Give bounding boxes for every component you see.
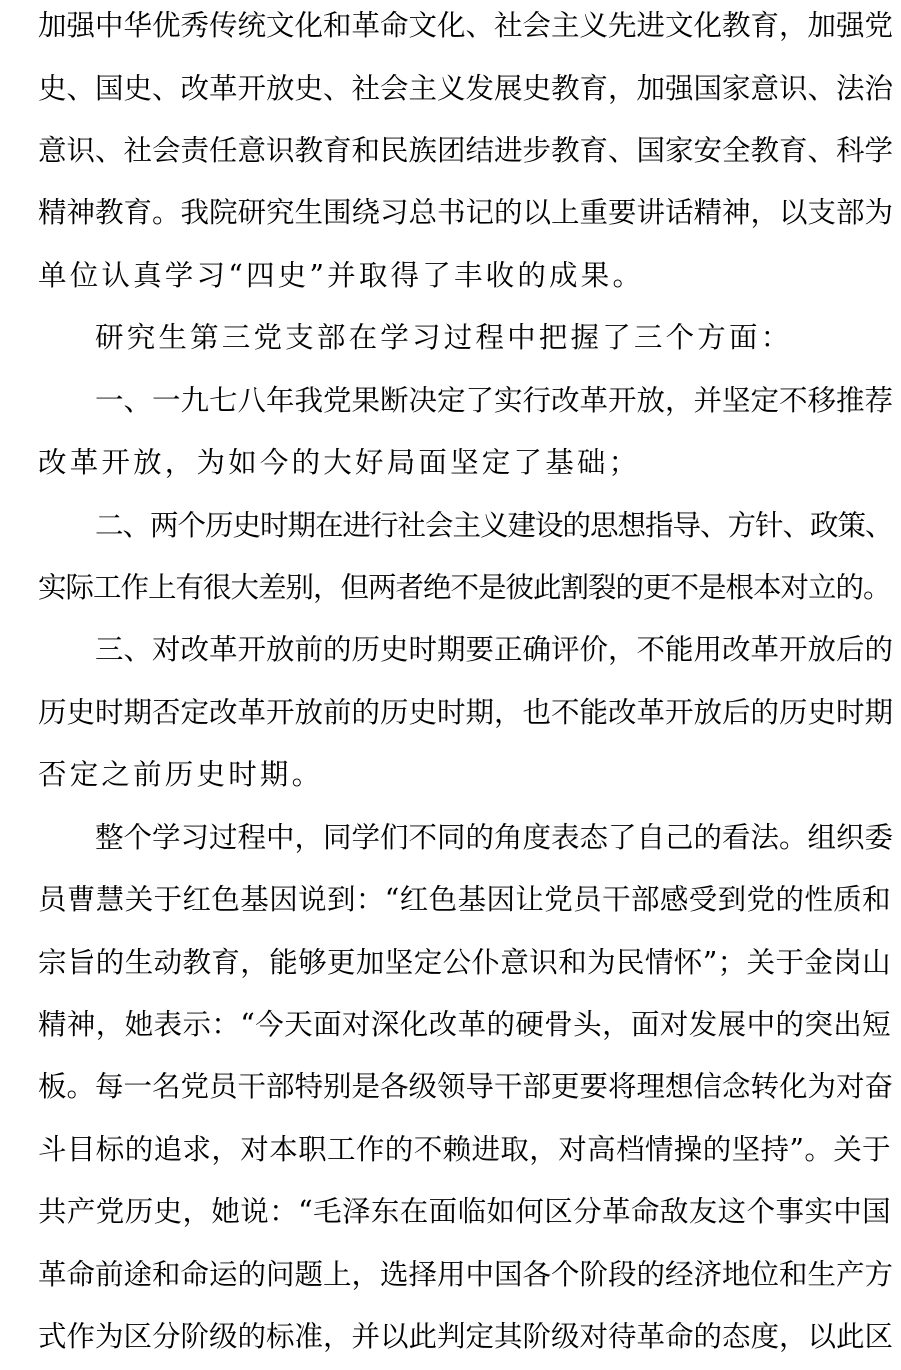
- text-line: 员曹慧关于红色基因说到：“红色基因让党员干部感受到党的性质和: [38, 883, 892, 916]
- text-line: 一、一九七八年我党果断决定了实行改革开放，并坚定不移推荐: [95, 384, 894, 417]
- text-line: 精神教育。我院研究生围绕习总书记的以上重要讲话精神，以支部为: [38, 196, 894, 229]
- text-line: 否定之前历史时期。: [38, 758, 324, 791]
- text-line: 实际工作上有很大差别，但两者绝不是彼此割裂的更不是根本对立的。: [38, 571, 891, 604]
- text-line: 意识、社会责任意识教育和民族团结进步教育、国家安全教育、科学: [38, 134, 894, 167]
- text-line: 宗旨的生动教育，能够更加坚定公仆意识和为民情怀”；关于金岗山: [38, 946, 892, 979]
- text-line: 历史时期否定改革开放前的历史时期，也不能改革开放后的历史时期: [38, 696, 894, 729]
- text-line: 板。每一名党员干部特别是各级领导干部更要将理想信念转化为对奋: [38, 1070, 894, 1103]
- text-line: 式作为区分阶级的标准，并以此判定其阶级对待革命的态度，以此区: [38, 1320, 894, 1353]
- text-line: 斗目标的追求，对本职工作的不赖进取，对高档情操的坚持”。关于: [38, 1133, 892, 1166]
- text-line: 整个学习过程中，同学们不同的角度表态了自己的看法。组织委: [95, 821, 894, 854]
- text-line: 单位认真学习“四史”并取得了丰收的成果。: [38, 259, 645, 292]
- text-line: 革命前途和命运的问题上，选择用中国各个阶段的经济地位和生产方: [38, 1258, 894, 1291]
- text-line: 研究生第三党支部在学习过程中把握了三个方面：: [95, 321, 793, 354]
- text-line: 史、国史、改革开放史、社会主义发展史教育，加强国家意识、法治: [38, 72, 894, 105]
- text-line: 加强中华优秀传统文化和革命文化、社会主义先进文化教育，加强党: [38, 9, 894, 42]
- text-line: 改革开放，为如今的大好局面坚定了基础；: [38, 446, 641, 479]
- text-line: 共产党历史，她说：“毛泽东在面临如何区分革命敌友这个事实中国: [38, 1195, 892, 1228]
- text-line: 精神，她表示：“今天面对深化改革的硬骨头，面对发展中的突出短: [38, 1008, 892, 1041]
- text-line: 二、两个历史时期在进行社会主义建设的思想指导、方针、政策、: [95, 509, 893, 542]
- text-line: 三、对改革开放前的历史时期要正确评价，不能用改革开放后的: [95, 633, 894, 666]
